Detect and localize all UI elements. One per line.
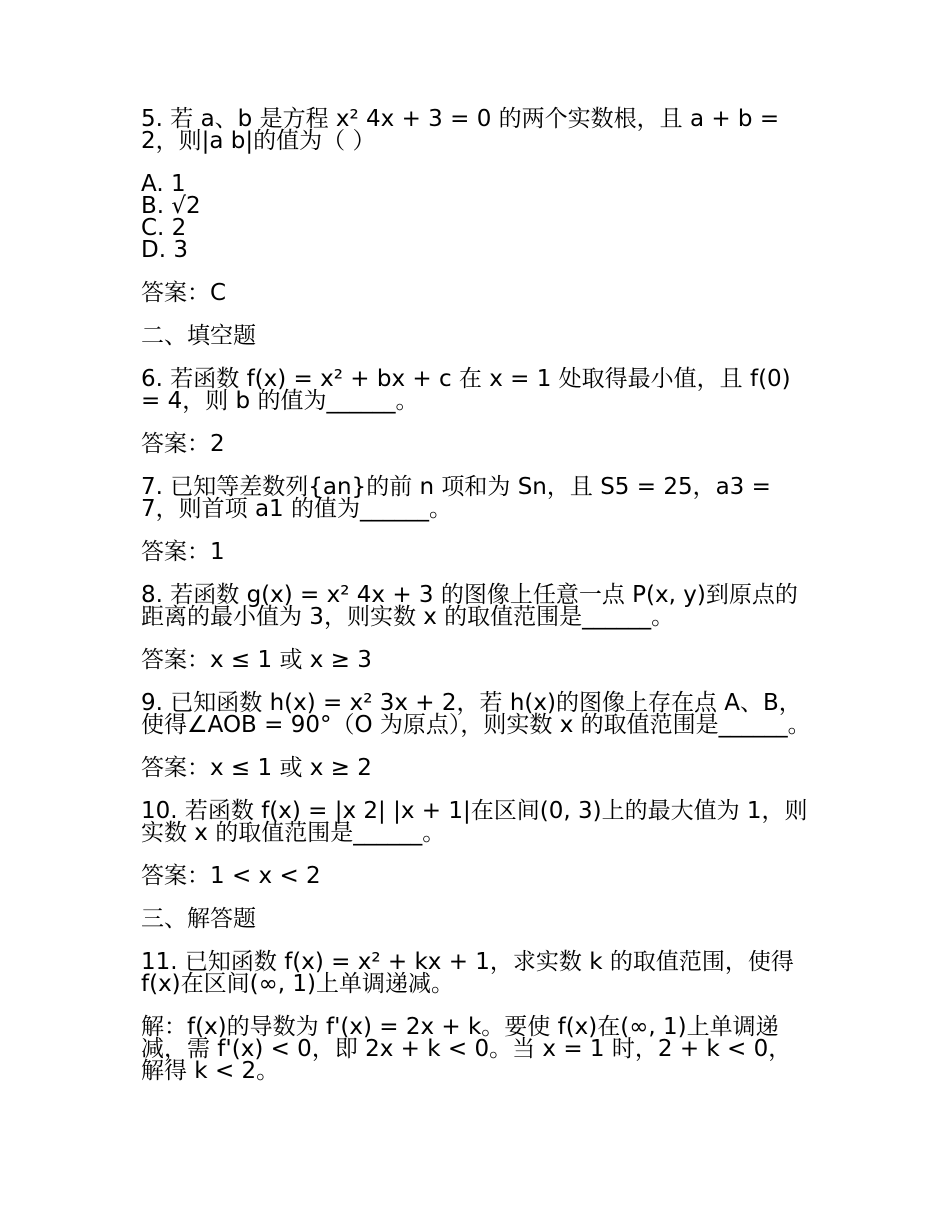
question-6-answer: 答案：2 (141, 431, 225, 457)
question-9-text: 9. 已知函数 h(x) = x² 3x + 2，若 h(x)的图像上存在点 A、B，使得∠AOB = 90°（O 为原点），则实数 x 的取值范围是______。 (141, 690, 811, 738)
question-5-text: 5. 若 a、b 是方程 x² 4x + 3 = 0 的两个实数根，且 a + b = 2，则|a b|的值为（ ） (141, 106, 780, 154)
option-a: A. 1 (141, 171, 186, 197)
section-solution-heading: 三、解答题 (141, 906, 256, 932)
question-10-answer: 答案：1 < x < 2 (141, 863, 321, 889)
option-d: D. 3 (141, 237, 188, 263)
document-page (141, 108, 811, 1103)
question-6-text: 6. 若函数 f(x) = x² + bx + c 在 x = 1 处取得最小值，且 f(0) = 4，则 b 的值为______。 (141, 366, 791, 414)
question-7-text: 7. 已知等差数列{an}的前 n 项和为 Sn，且 S5 = 25，a3 = 7，则首项 a1 的值为______。 (141, 474, 771, 522)
question-11-solution: 解：f(x)的导数为 f'(x) = 2x + k。要使 f(x)在(∞, 1)上单调递减，需 f'(x) < 0，即 2x + k < 0。当 x = 1 时，2 + k < 0，解得 k < 2。 (141, 1014, 792, 1084)
question-10-text: 10. 若函数 f(x) = |x 2| |x + 1|在区间(0, 3)上的最大值为 1，则实数 x 的取值范围是______。 (141, 798, 808, 846)
option-c: C. 2 (141, 215, 187, 241)
question-9-answer: 答案：x ≤ 1 或 x ≥ 2 (141, 755, 372, 781)
question-5-options (141, 173, 811, 261)
question-8-text: 8. 若函数 g(x) = x² 4x + 3 的图像上任意一点 P(x, y)到原点的距离的最小值为 3，则实数 x 的取值范围是______。 (141, 582, 798, 630)
question-5-answer: 答案：C (141, 280, 227, 306)
section-fill-in-heading: 二、填空题 (141, 323, 256, 349)
option-b: B. √2 (141, 193, 201, 219)
question-11-text: 11. 已知函数 f(x) = x² + kx + 1，求实数 k 的取值范围，使得 f(x)在区间(∞, 1)上单调递减。 (141, 949, 794, 997)
question-8-answer: 答案：x ≤ 1 或 x ≥ 3 (141, 647, 372, 673)
question-7-answer: 答案：1 (141, 539, 225, 565)
